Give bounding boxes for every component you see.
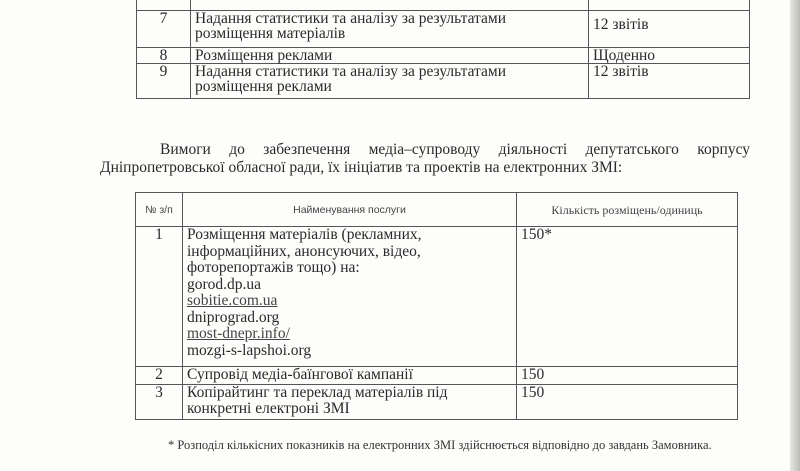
service-name: Розміщення реклами [191, 48, 589, 64]
quantity: 12 звітів [589, 11, 750, 48]
footnote: * Розподіл кількісних показників на електронних ЗМІ здійснюється відповідно до завдань Замовника. [168, 438, 712, 452]
quantity: 150 [517, 384, 738, 419]
row-number: 7 [137, 11, 191, 48]
service-name [183, 227, 517, 367]
site-link[interactable]: sobitie.com.ua [187, 292, 278, 309]
electronic-media-table [135, 192, 738, 420]
table-row [137, 64, 750, 99]
page-edge-shadow [790, 0, 800, 471]
table-row [137, 0, 750, 11]
quantity: 150* [517, 227, 738, 367]
quantity: Щоденно [589, 48, 750, 64]
header-number: № з/п [136, 193, 183, 227]
service-name: Супровід медіа-баїнгової кампанії [183, 367, 517, 385]
site-link[interactable]: gorod.dp.ua [187, 275, 262, 293]
table-row [137, 11, 750, 48]
quantity: 12 звітів [589, 64, 750, 99]
table-row [136, 227, 738, 367]
table-row [136, 384, 738, 419]
row-number: 8 [137, 48, 191, 64]
header-service: Найменування послуги [183, 193, 517, 227]
services-table-continued [136, 0, 750, 99]
service-name: Копірайтинг та переклад матеріалів під конкретні електроні ЗМІ [183, 384, 517, 419]
row-number: 2 [136, 367, 183, 385]
table-row [136, 367, 738, 385]
service-description: Розміщення матеріалів (рекламних, інформаційних, анонсуючих, відео, фоторепортажів тощо) на: [187, 226, 422, 276]
quantity: 150 [517, 367, 738, 385]
header-quantity: Кількість розміщень/одиниць [517, 193, 738, 227]
site-link[interactable]: mozgi-s-lapshoi.org [187, 341, 312, 359]
row-number: 9 [137, 64, 191, 99]
table-header-row [136, 193, 738, 227]
site-link[interactable]: most-dnepr.info/ [187, 325, 290, 342]
requirements-paragraph: Вимоги до забезпечення медіа–супроводу діяльності депутатського корпусу Дніпропетровської обласної ради, їх ініціатив та проектів на електронних ЗМІ: [100, 140, 750, 176]
service-name: Надання статистики та аналізу за результатами розміщення матеріалів [191, 11, 589, 48]
row-number: 3 [136, 384, 183, 419]
site-link[interactable]: dniprograd.org [187, 308, 280, 326]
row-number: 1 [136, 227, 183, 367]
service-name: Надання статистики та аналізу за результатами розміщення реклами [191, 64, 589, 99]
table-row [137, 48, 750, 64]
